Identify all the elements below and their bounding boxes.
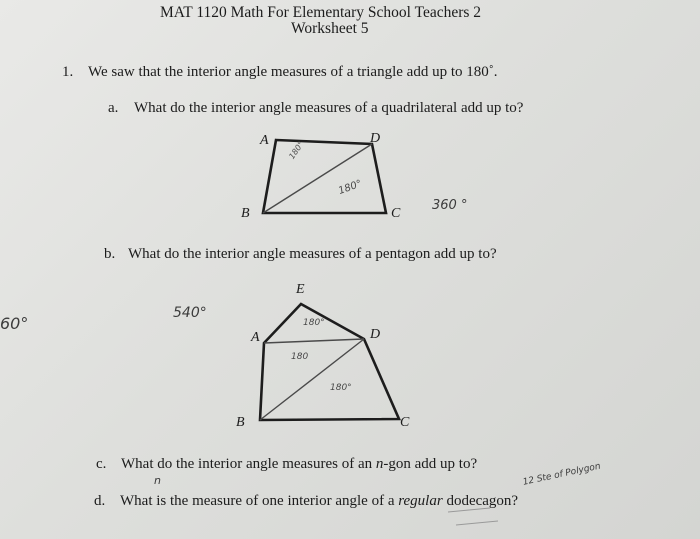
vertex-d-label: D [370, 131, 381, 146]
part-a-label: a. [108, 100, 119, 116]
handwritten-answer-pentagon: 540° [173, 305, 207, 321]
handwritten-angle-top: 180° [287, 139, 306, 161]
vertex-a2-label: A [251, 330, 260, 345]
vertex-c-label: C [391, 206, 401, 221]
pentagon-figure [236, 282, 410, 430]
part-b-question: What do the interior angle measures of a pentagon add up to? [128, 246, 497, 262]
pentagon-shape [260, 304, 399, 420]
vertex-a-label: A [260, 133, 269, 148]
pentagon-diagonal-ad [264, 339, 364, 343]
part-b-label: b. [104, 246, 116, 262]
part-d-emphasis: regular [398, 493, 443, 509]
quadrilateral-figure [241, 131, 401, 221]
part-c-label: c. [96, 456, 107, 472]
part-a-question: What do the interior angle measures of a quadrilateral add up to? [134, 100, 524, 116]
part-c-text-before: What do the interior angle measures of an [121, 456, 376, 472]
part-d-text-after: dodecagon? [442, 493, 519, 509]
pencil-scribble [448, 508, 498, 525]
pentagon-diagonal-bd [260, 339, 364, 420]
course-title: MAT 1120 Math For Elementary School Teachers 2 [160, 4, 482, 21]
handwritten-polygon-note: 12 Ste of Polygon [522, 461, 602, 488]
handwritten-margin-note: 60° [0, 314, 29, 333]
handwritten-pentagon-angle-top: 180° [303, 318, 325, 328]
part-c-variable: n [375, 456, 384, 472]
vertex-e-label: E [296, 282, 305, 297]
worksheet-title: Worksheet 5 [291, 20, 369, 37]
vertex-b-label: B [241, 206, 250, 221]
vertex-d2-label: D [370, 327, 381, 342]
handwritten-pentagon-angle-bottom: 180° [330, 383, 352, 393]
question-text: We saw that the interior angle measures of a triangle add up to 180˚. [88, 64, 498, 80]
vertex-b2-label: B [236, 415, 245, 430]
question-number: 1. [62, 64, 74, 80]
handwritten-n-note: n [154, 474, 161, 487]
part-d-text-before: What is the measure of one interior angle of a [120, 493, 399, 509]
vertex-c2-label: C [400, 415, 410, 430]
handwritten-angle-bottom: 180° [337, 178, 364, 197]
quadrilateral-diagonal [263, 144, 372, 213]
part-d-label: d. [94, 493, 106, 509]
part-c-text-after: -gon add up to? [383, 456, 478, 472]
handwritten-pentagon-angle-mid: 180 [291, 352, 309, 362]
handwritten-answer-quadrilateral: 360 ° [432, 198, 468, 213]
